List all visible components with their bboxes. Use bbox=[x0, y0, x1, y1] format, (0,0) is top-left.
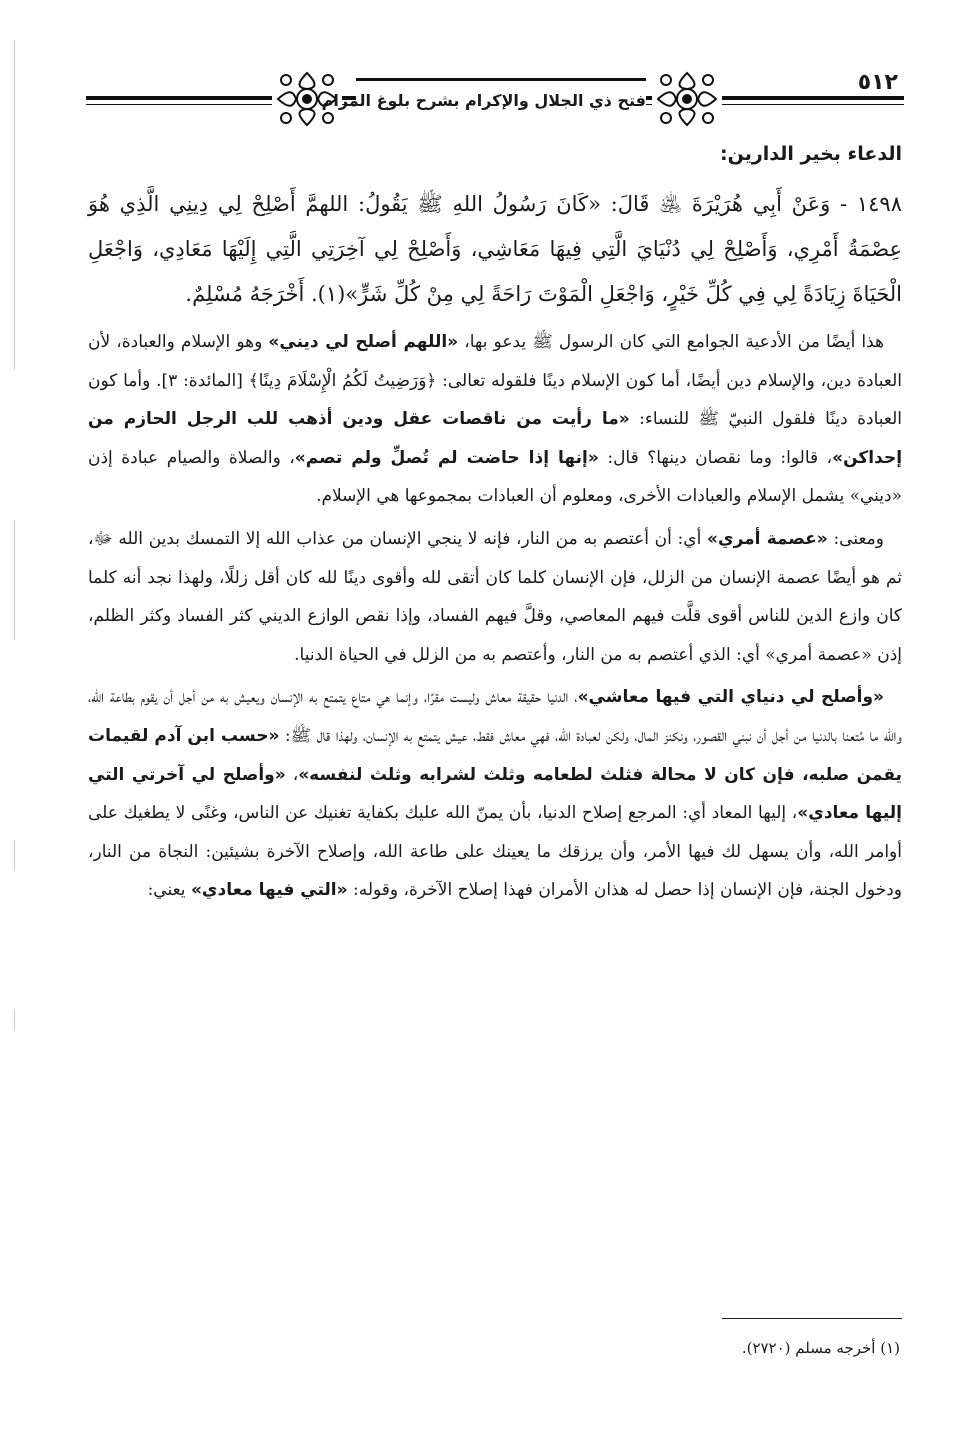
ornament-icon bbox=[652, 68, 722, 130]
page-number: ٥١٢ bbox=[857, 70, 898, 95]
quote-run: «ما رأيت من ناقصات عقل ودين أذهب للب الرجل الحازم من إحداكن» bbox=[88, 409, 903, 468]
quote-run: «التي فيها معادي» bbox=[190, 880, 348, 901]
footnote-divider bbox=[722, 1318, 902, 1319]
header-title-box bbox=[321, 78, 646, 123]
text-run: أي: أن أعتصم به من النار، فإنه لا ينجي الإنسان من عذاب الله إلا التمسك بدين الله ﷻ، ثم هو أيضًا عصمة الإنسان من الزلل، فإن الإنسان كلما كان أتقى لله وأقوى دينًا لله كان أقل زللًا، ولهذا نجد أنه كلما كان وازع الدين للناس أقوى قلَّت فيهم المعاصي، وقلَّ فيهم الفساد، وإذا نقص الوازع الديني كثر الفساد وكثر الظلم، إذن «عصمة أمري» أي: الذي أعتصم به من النار، وأعتصم به من الزلل في الحياة الدنيا. bbox=[88, 528, 902, 665]
text-run: ، والصلاة والصيام عبادة إذن «ديني» يشمل الإسلام والعبادات الأخرى، ومعلوم أن العبادات بمجموعها هي الإسلام. bbox=[88, 447, 902, 507]
footnote: (١) أخرجه مسلم (٢٧٢٠). bbox=[741, 1339, 900, 1357]
hadith-text: ١٤٩٨ - وَعَنْ أَبِي هُرَيْرَةَ ﵁ قَالَ: «كَانَ رَسُولُ اللهِ ﷺ يَقُولُ: اللهمَّ أَصْلِحْ لِي دِينِي الَّذِي هُوَ عِصْمَةُ أَمْرِي، وَأَصْلِحْ لِي دُنْيَايَ الَّتِي فِيهَا مَعَاشِي، وَأَصْلِحْ لِي آخِرَتِي الَّتِي إِلَيْهَا مَعَادِي، وَاجْعَلِ الْحَيَاةَ زِيَادَةً لِي فِي كُلِّ خَيْرٍ، وَاجْعَلِ الْمَوْتَ رَاحَةً لِي مِنْ كُلِّ شَرٍّ»(١). أَخْرَجَهُ مُسْلِمٌ. bbox=[88, 192, 902, 306]
scan-edge-mark bbox=[14, 520, 15, 640]
book-title: فتح ذي الجلال والإكرام بشرح بلوغ المرام bbox=[321, 91, 646, 110]
text-run: ، قالوا: وما نقصان دينها؟ قال: bbox=[598, 447, 833, 468]
quote-run: «حسب ابن آدم لقيمات يقمن صلبه، فإن كان لا محالة فثلث لطعامه وثلث لشرابه وثلث لنفسه» bbox=[88, 725, 902, 785]
quote-run: «وأصلح لي آخرتي التي إليها معادي» bbox=[88, 764, 902, 824]
text-run: وهو الإسلام والعبادة، لأن العبادة دين، والإسلام دين أيضًا، أما كون الإسلام دينًا فلقوله تعالى: ﴿وَرَضِيتُ لَكُمُ الْإِسْلَامَ دِينًا﴾ [المائدة: ٣]. وأما كون العبادة دينًا فلقول النبيّ ﷺ للنساء: bbox=[88, 332, 903, 430]
scan-edge-mark bbox=[14, 1010, 15, 1030]
scan-edge-mark bbox=[14, 40, 15, 370]
text-run: ، إليها المعاد أي: المرجع إصلاح الدنيا، بأن يمنّ الله عليك بكفاية تغنيك عن الناس، وغنًى لا يطغيك على أوامر الله، وأن يسهل لك فيها الأمر، وأن يرزقك ما يعينك على طاعة الله، وإصلاح الآخرة بشيئين: النجاة من النار، ودخول الجنة، فإن الإنسان إذا حصل له هذان الأمران فهذا إصلاح الآخرة، وقوله: bbox=[88, 803, 902, 901]
text-run: هذا أيضًا من الأدعية الجوامع التي كان الرسول ﷺ يدعو بها، bbox=[458, 332, 885, 352]
text-run: ، الدنيا حقيقة معاش وليست مقرًا، وإنما هي متاع يتمتع به الإنسان ويعيش به من أجل أن يقوم بطاعة الله، والله ما مُتعنا بالدنيا من أجل أن نبني القصور، ونكنز المال، ولكن لعبادة الله، فهي معاش فقط، عيش يتمتع به الإنسان، ولهذا قال ﷺ: bbox=[88, 687, 902, 746]
commentary-paragraph bbox=[88, 678, 902, 910]
section-heading: الدعاء بخير الدارين: bbox=[720, 143, 902, 165]
commentary-paragraph bbox=[88, 520, 902, 674]
text-run: يعني: bbox=[147, 880, 191, 901]
quote-run: «إنها إذا حاضت لم تُصلِّ ولم تصم» bbox=[294, 447, 599, 468]
text-run: ، bbox=[285, 764, 299, 785]
page-content bbox=[88, 140, 902, 914]
text-run: ومعنى: bbox=[827, 528, 885, 549]
page-header bbox=[86, 60, 904, 130]
quote-run: «عصمة أمري» bbox=[707, 528, 828, 549]
quote-run: «وأصلح لي دنياي التي فيها معاشي» bbox=[577, 687, 884, 708]
commentary-paragraph bbox=[88, 323, 902, 516]
scan-edge-mark bbox=[14, 840, 15, 870]
quote-run: «اللهم أصلح لي ديني» bbox=[268, 332, 459, 352]
